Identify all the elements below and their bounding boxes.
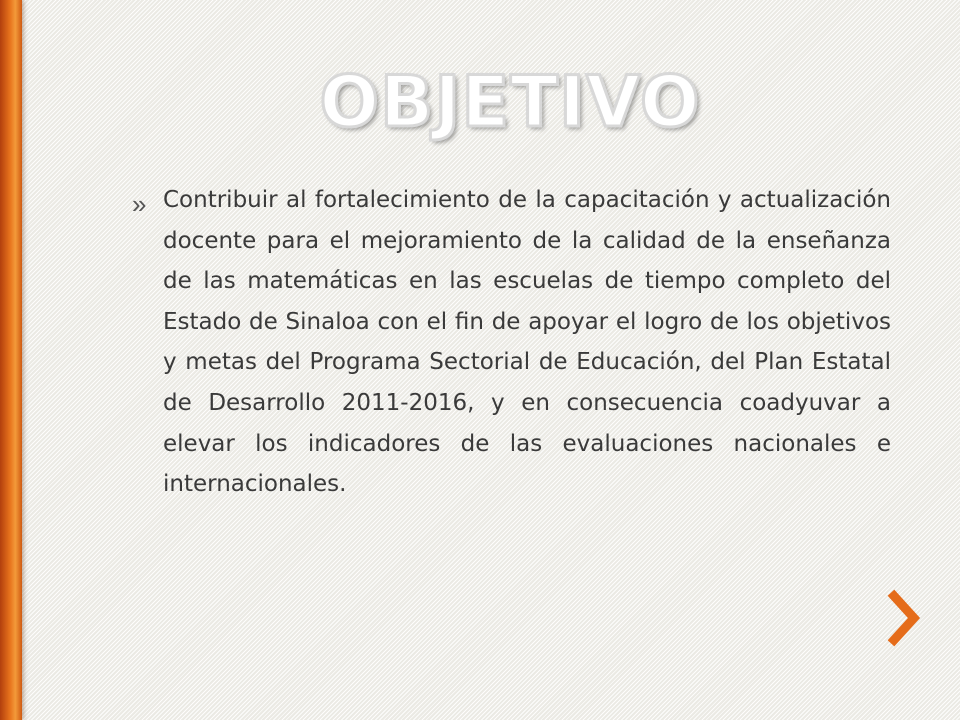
objective-paragraph: Contribuir al fortalecimiento de la capacitación y actualización docente para el mejoramiento de la calidad de la enseñanza de las matemáticas en las escuelas de tiempo completo del Estado de Sinaloa con el fin de apoyar el logro de los objetivos y metas del Programa Sectorial de Educación, del Plan Estatal de Desarrollo 2011-2016, y en consecuencia coadyuvar a elevar los indicadores de las evaluaciones nacionales e internacionales. [163,187,891,498]
chevron-right-icon[interactable] [884,588,924,648]
slide-title: OBJETIVO [319,61,701,143]
accent-bar [0,0,22,720]
chevron-right-icon-shape [884,588,924,648]
bullet-icon: » [132,189,147,219]
